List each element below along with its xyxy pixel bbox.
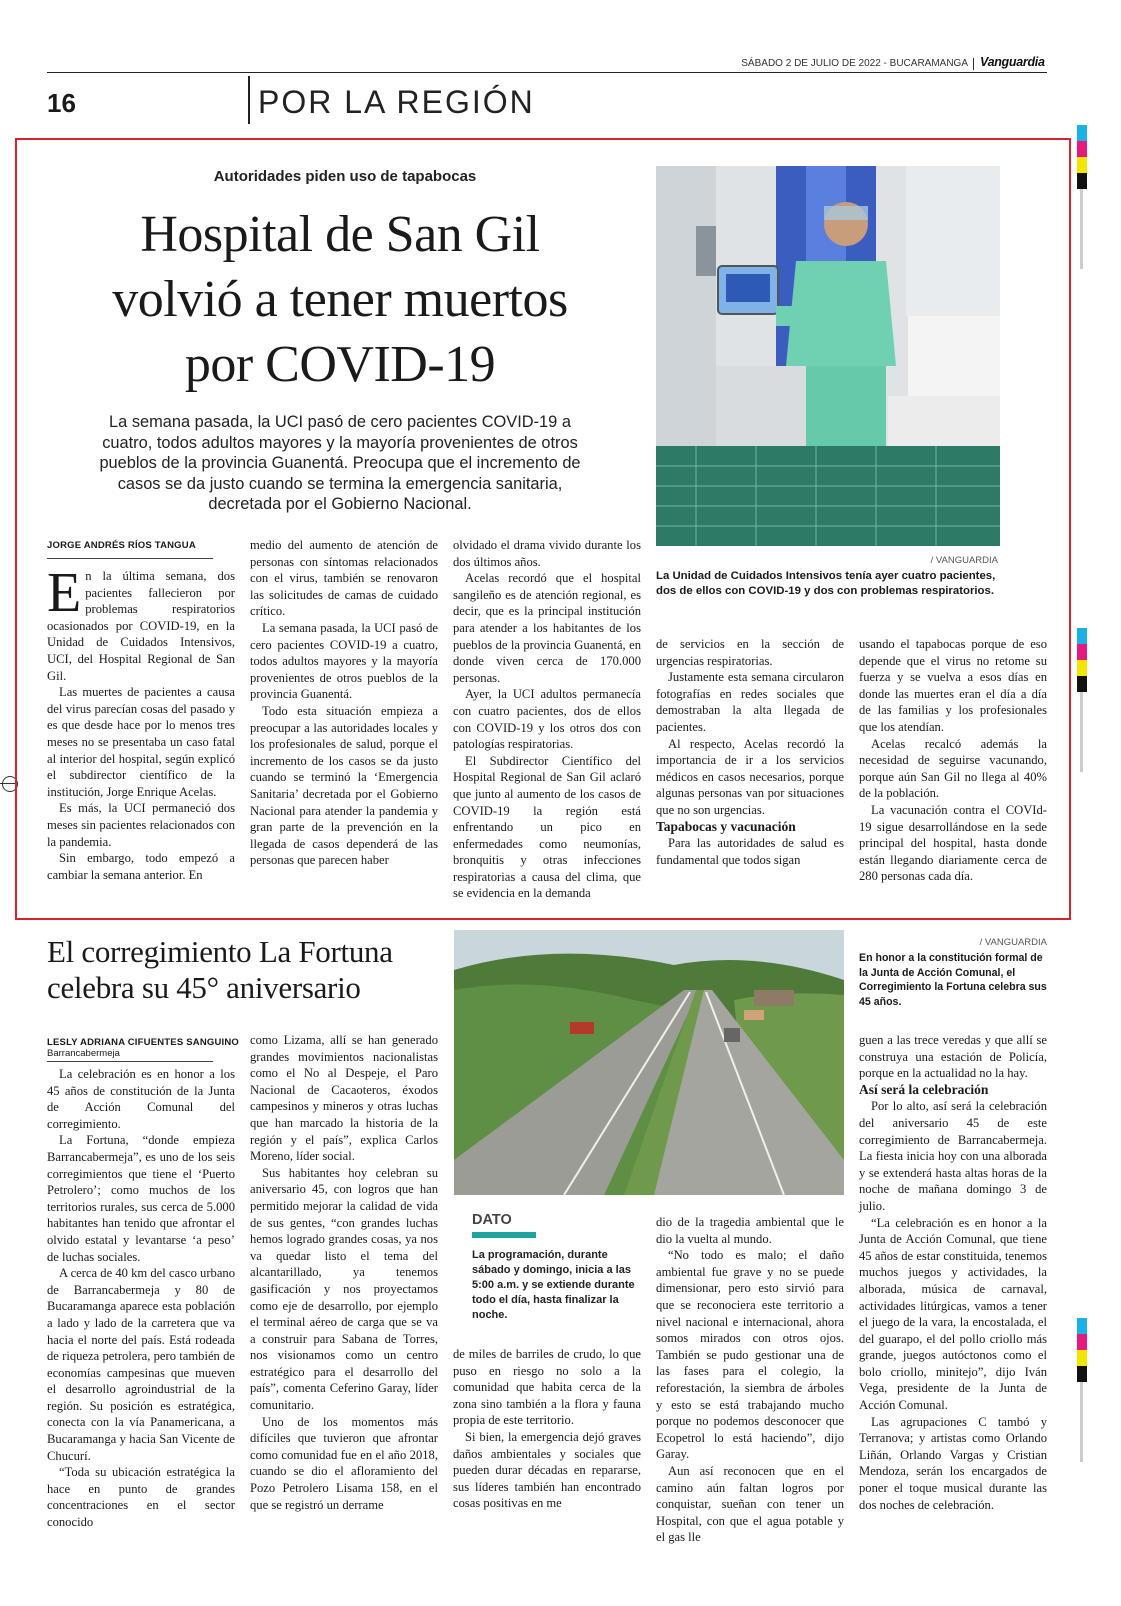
article1-column-1: [47, 562, 235, 883]
color-registration-marks-bottom: [1077, 1318, 1087, 1462]
article1-photo-credit: / VANGUARDIA: [930, 555, 998, 566]
paragraph: de servicios en la sección de urgencias respiratorias.: [656, 637, 844, 668]
article2-location: Barrancabermeja: [47, 1048, 120, 1059]
paragraph: La Fortuna, “donde empieza Barrancabermeja”, es uno de los seis corregimientos que tiene el ‘Puerto Petrolero’; como muchos de los territorios rurales, sus cerca de 5.000 habitantes han tenido que afrontar el olvido estatal y levantarse ‘a peso’ de luchas sociales.: [47, 1133, 235, 1264]
icu-photo: [656, 166, 1000, 546]
brand-logo: Vanguardia: [980, 55, 1045, 69]
paragraph: Las agrupaciones C tambó y Terranova; y artistas como Orlando Liñán, Orlando Vargas y Cristian Mendoza, serán los encargados de poner el toque musical durante las dos noches de celebración.: [859, 1414, 1047, 1512]
paragraph: n la última semana, dos pacientes fallecieron por problemas respiratorios ocasionados por COVID-19, en la Unidad de Cuidados Intensivos, UCI, del Hospital Regional de San Gil.: [47, 569, 235, 683]
paragraph: Acelas recordó que el hospital sangileño es de atención regional, es decir, que es la principal institución para atender a los habitantes de los pueblos de la provincia Guanentá, en donde viven cerca de 170.000 personas.: [453, 571, 641, 685]
paragraph: Todo esta situación empieza a preocupar a las autoridades locales y los profesionales de salud, porque el incremento de los casos se da justo cuando se terminó la ‘Emergencia Sanitaria’ decretada por el Gobierno Nacional para atender la pandemia y gran parte de la prevención en la llegada de casos dependerá de las personas que parecen haber: [250, 703, 438, 868]
article1-photo-caption: La Unidad de Cuidados Intensivos tenía ayer cuatro pacientes, dos de ellos con COVID-19 y dos con problemas respiratorios.: [656, 570, 996, 597]
paragraph: usando el tapabocas porque de eso depende que el virus no retome su fuerza y se vuelva a esos días en donde las muertes eran el día a día de las familias y los profesionales que los atendían.: [859, 637, 1047, 734]
article2-photo-credit: / VANGUARDIA: [979, 937, 1047, 948]
article1-kicker: Autoridades piden uso de tapabocas: [213, 168, 477, 185]
article2-photo-caption: En honor a la constitución formal de la Junta de Acción Comunal, el Corregimiento la Fortuna celebra sus 45 años.: [859, 952, 1047, 1008]
dato-text: La programación, durante sábado y domingo, inicia a las 5:00 a.m. y se extiende durante todo el día, hasta finalizar la noche.: [472, 1249, 635, 1321]
subheading: Tapabocas y vacunación: [656, 818, 796, 834]
paragraph: Acelas recalcó además la necesidad de seguirse vacunando, porque aún San Gil no llega al 40% de la población.: [859, 736, 1047, 801]
paragraph: olvidado el drama vivido durante los dos últimos años.: [453, 538, 641, 569]
road-photo-illustration: [454, 930, 844, 1195]
dato-accent-bar: [472, 1232, 536, 1238]
dateline-divider: [973, 58, 974, 70]
article1-byline: JORGE ANDRÉS RÍOS TANGUA: [47, 540, 196, 551]
paragraph: Aun así reconocen que en el camino aún faltan logros por conquistar, sueñan con tener un Hospital, con que el agua potable y el gas lle: [656, 1463, 844, 1545]
page-number: 16: [47, 88, 76, 118]
article1-lead: La semana pasada, la UCI pasó de cero pacientes COVID-19 a cuatro, todos adultos mayores y la mayoría provenientes de otros pueblos de la provincia Guanentá. Preocupa que el incremento de casos se da justo cuando se termina la emergencia sanitaria, decretada por el Gobierno Nacional.: [99, 413, 581, 514]
paragraph: medio del aumento de atención de personas con síntomas relacionados con el virus, también se renovaron las solicitudes de camas de cuidado crítico.: [250, 538, 438, 619]
color-registration-marks-middle: [1077, 628, 1087, 772]
paragraph: “La celebración es en honor a la Junta de Acción Comunal, que tiene 45 años de estar constituida, tenemos muchos juegos y actividades, la alborada, música de carnaval, actividades litúrgicas, vamos a tener el juego de la vara, la encostalada, el del guarapo, el del pollo criollo más grande, juegos autóctonos como el bolo criollo, minitejo”, dijo Iván Vega, presidente de la Junta de Acción Comunal.: [859, 1215, 1047, 1413]
article1-column-4: [656, 636, 844, 868]
article1-column-2: [250, 537, 438, 869]
article1-headline: [60, 202, 620, 397]
road-photo: [454, 930, 844, 1195]
paragraph: El Subdirector Científico del Hospital Regional de San Gil aclaró que junto al aumento de los casos de COVID-19 la región está enfrentando un pico en enfermedades como neumonías, bronquitis y otras infecciones respiratorias a causa del clima, que se evidencia en la demanda: [453, 753, 641, 901]
article2-column-5: [859, 1032, 1047, 1513]
paragraph: Las muertes de pacientes a causa del virus parecían cosas del pasado y es que desde hace por lo menos tres meses no se presentaba un caso fatal al interior del hospital, según explicó el subdirector científico de la institución, Jorge Enrique Acelas.: [47, 685, 235, 799]
paragraph: como Lizama, allí se han generado grandes movimientos nacionalistas como el No al Despeje, el Paro Nacional de Cacaoteros, éxodos campesinos y mineros y otras luchas que han marcado la historia de la región y el país”, explica Carlos Moreno, líder social.: [250, 1033, 438, 1164]
paragraph: La celebración es en honor a los 45 años de constitución de la Junta de Acción Comunal del corregimiento.: [47, 1067, 235, 1131]
dato-label: DATO: [472, 1212, 512, 1228]
paragraph: Justamente esta semana circularon fotografías en redes sociales que demostraban la alta llegada de pacientes.: [656, 670, 844, 734]
paragraph: de miles de barriles de crudo, lo que puso en riesgo no solo a la comunidad que habita cerca de la zona sino también a la flora y fauna propia de este territorio.: [453, 1347, 641, 1428]
paragraph: “No todo es malo; el daño ambiental fue grave y no se puede dimensionar, pero esto sirvió para que se reconociera este territorio a nivel nacional e internacional, ahora somos mirados con otros ojos. También se pudo gestionar una de las fases para el colegio, la reforestación, la siembra de árboles y esto se está trabajando mucho porque no podemos desconocer que Ecopetrol lo está haciendo”, dijo Garay.: [656, 1248, 844, 1462]
article2-column-1: [47, 1066, 235, 1531]
paragraph: dio de la tragedia ambiental que le dio la vuelta al mundo.: [656, 1215, 844, 1246]
paragraph: Para las autoridades de salud es fundamental que todos sigan: [656, 836, 844, 867]
subheading: Así será la celebración: [859, 1081, 989, 1097]
paragraph: Sus habitantes hoy celebran su aniversario 45, con logros que han permitido mejorar la calidad de vida de sus gentes, “con grandes luchas hemos logrado grandes cosas, ya nos va quedar listo el tema del alcantarillado, ya tenemos gasificación y nos proyectamos como eje de desarrollo, por ejemplo el terminal aéreo de carga que se va a construir para Sabana de Torres, nos visionamos como un centro estratégico para el desarrollo del país”, comenta Ceferino Garay, líder comunitario.: [250, 1165, 438, 1413]
article2-column-4: [656, 1214, 844, 1546]
paragraph: La vacunación contra el COVId-19 sigue desarrollándose en la sede principal del hospital, hasta donde están llegando diariamente cerca de 280 personas cada día.: [859, 802, 1047, 884]
headline-line: El corregimiento La Fortuna: [47, 934, 393, 969]
article2-column-3: [453, 1346, 641, 1512]
article1-column-3: [453, 537, 641, 902]
paragraph: La semana pasada, la UCI pasó de cero pacientes COVID-19 a cuatro, todos adultos mayores y la mayoría provenientes de otros pueblos de la provincia Guanentá.: [250, 620, 438, 702]
dropcap: E: [47, 562, 82, 624]
headline-line: celebra su 45° aniversario: [47, 970, 361, 1005]
article2-byline: LESLY ADRIANA CIFUENTES SANGUINO: [47, 1037, 240, 1048]
color-registration-marks-top: [1077, 125, 1087, 269]
headline-line: volvió a tener muertos: [112, 271, 568, 328]
article2-headline: [47, 934, 447, 1006]
paragraph: Sin embargo, todo empezó a cambiar la semana anterior. En: [47, 851, 235, 882]
section-title: POR LA REGIÓN: [258, 84, 535, 120]
paragraph: “Toda su ubicación estratégica la hace en punto de grandes concentraciones en el sector conocido: [47, 1465, 235, 1530]
paragraph: Es más, la UCI permaneció dos meses sin pacientes relacionados con la pandemia.: [47, 801, 235, 849]
paragraph: Si bien, la emergencia dejó graves daños ambientales y sociales que pueden durar décadas en repararse, sus líderes también han encontrado cosas positivas en me: [453, 1429, 641, 1511]
paragraph: Por lo alto, así será la celebración del aniversario 45 de este corregimiento de Barrancabermeja. La fiesta inicia hoy con una alborada y se extenderá hasta altas horas de la noche de mañana domingo 3 de julio.: [859, 1099, 1047, 1213]
icu-photo-illustration: [656, 166, 1000, 546]
article1-column-5: [859, 636, 1047, 885]
dateline: SÁBADO 2 DE JULIO DE 2022 - BUCARAMANGA: [741, 58, 968, 69]
paragraph: Ayer, la UCI adultos permanecía con cuatro pacientes, dos de ellos con COVID-19 y los otros dos con patologías respiratorias.: [453, 687, 641, 752]
byline-rule: [47, 1061, 213, 1062]
paragraph: guen a las trece veredas y que allí se construya una estación de Policía, porque en la actualidad no la hay.: [859, 1033, 1047, 1081]
header-rule: [47, 72, 1047, 73]
paragraph: A cerca de 40 km del casco urbano de Barrancabermeja y 80 de Bucaramanga aparece esta población a lado y lado de la carretera que va hacia el norte del país. Está rodeada de riqueza petrolera, pero también de economías campesinas que mueven el desarrollo agroindustrial de la región. Su posición es estratégica, conecta con la vía Panamericana, a Bucaramanga y hacia San Vicente de Chucurí.: [47, 1266, 235, 1463]
section-divider: [248, 76, 250, 124]
headline-line: por COVID-19: [184, 336, 496, 393]
paragraph: Al respecto, Acelas recordó la importancia de ir a los servicios médicos en casos necesarios, porque algunas personas van por situaciones que no son urgencias.: [656, 736, 844, 817]
paragraph: Uno de los momentos más difíciles que tuvieron que afrontar como comunidad fue en el año 2018, cuando se dio el afloramiento del Pozo Petrolero Lisama 158, en el que se registró un derrame: [250, 1414, 438, 1512]
headline-line: Hospital de San Gil: [140, 206, 540, 263]
article2-column-2: [250, 1032, 438, 1513]
byline-rule: [47, 558, 213, 559]
